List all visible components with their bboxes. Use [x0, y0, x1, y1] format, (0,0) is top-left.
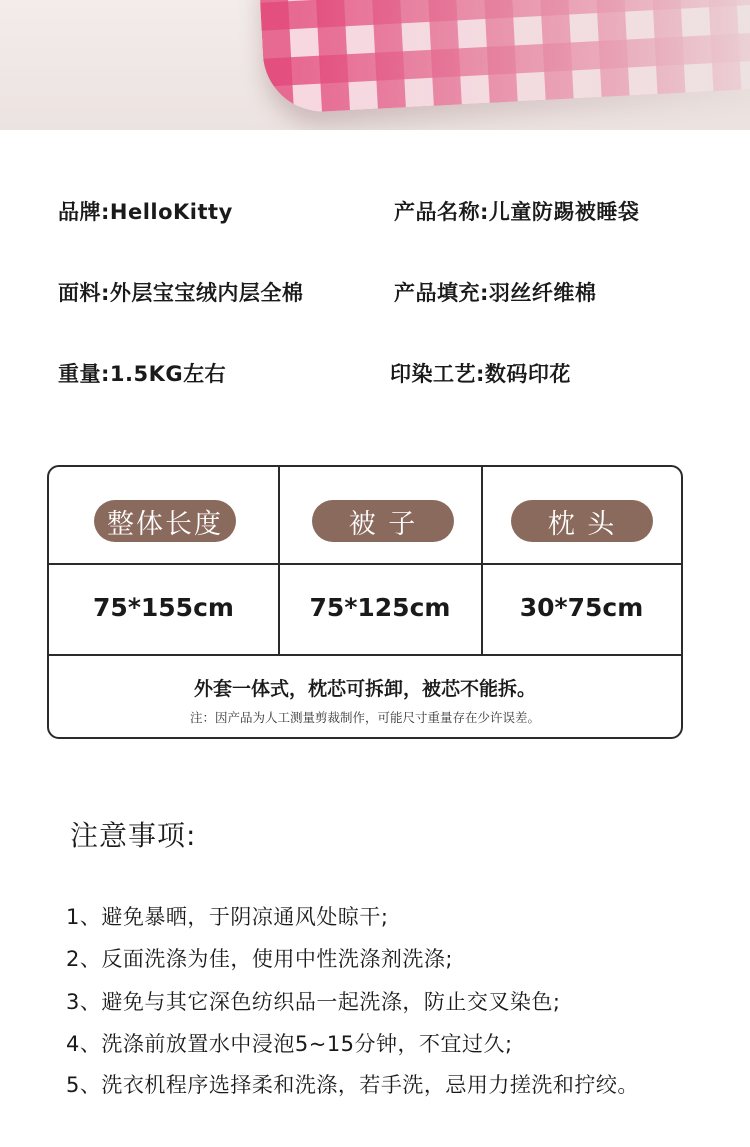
- care-item: 2、反面洗涤为佳，使用中性洗涤剂洗涤;: [66, 947, 453, 971]
- spec-fabric: 面料:外层宝宝绒内层全棉: [58, 281, 304, 305]
- detachable-note: 外套一体式，枕芯可拆卸，被芯不能拆。: [193, 678, 536, 700]
- care-item: 1、避免暴晒，于阴凉通风处晾干;: [66, 905, 389, 929]
- spec-product-name: 产品名称:儿童防踢被睡袋: [394, 200, 640, 224]
- spec-filling: 产品填充:羽丝纤维棉: [394, 281, 597, 305]
- care-item: 3、避免与其它深色纺织品一起洗涤，防止交叉染色;: [66, 990, 561, 1014]
- spec-printing: 印染工艺:数码印花: [390, 362, 571, 386]
- care-item: 4、洗涤前放置水中浸泡5~15分钟，不宜过久;: [66, 1032, 513, 1056]
- size-total-length: 75*155cm: [93, 593, 234, 622]
- spec-brand: 品牌:HelloKitty: [58, 200, 233, 224]
- measurement-disclaimer: 注：因产品为人工测量剪裁制作，可能尺寸重量存在少许误差。: [189, 710, 540, 725]
- size-pillow: 30*75cm: [519, 593, 644, 622]
- care-title: 注意事项:: [70, 819, 197, 852]
- header-quilt: 被 子: [312, 500, 454, 542]
- header-pillow: 枕 头: [511, 500, 653, 542]
- size-quilt: 75*125cm: [309, 593, 451, 622]
- size-table: [47, 465, 683, 739]
- care-item: 5、洗衣机程序选择柔和洗涤，若手洗，忌用力搓洗和拧绞。: [66, 1073, 639, 1097]
- product-photo-strip: [0, 0, 750, 130]
- spec-weight: 重量:1.5KG左右: [58, 362, 227, 386]
- header-total-length: 整体长度: [94, 500, 236, 542]
